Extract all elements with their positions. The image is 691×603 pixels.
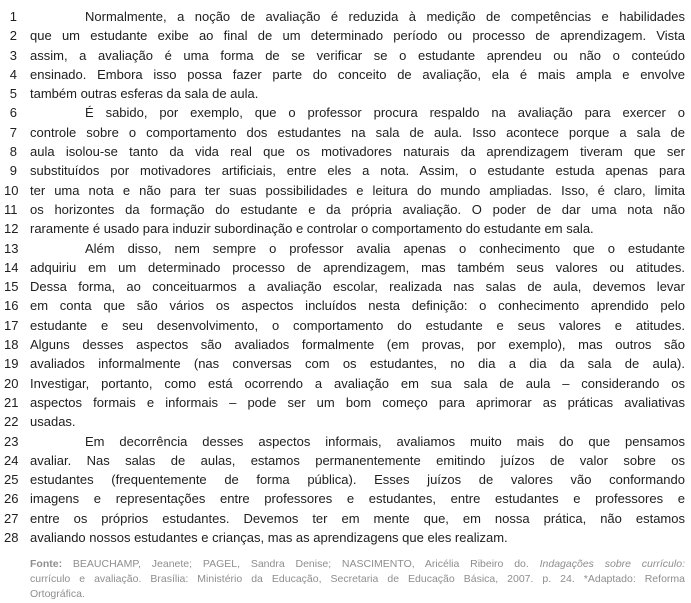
line-text: estudante e seu desenvolvimento, o comportamento do estudante e seus valores e atitudes. xyxy=(30,317,685,333)
line-text: Normalmente, a noção de avaliação é reduzida à medição de competências e habilidades xyxy=(85,9,685,24)
line-number: 24 xyxy=(4,452,19,468)
line-text: substituídos por motivadores artificiais, entre eles a nota. Assim, o estudante estuda apenas para xyxy=(30,163,685,179)
line-number: 14 xyxy=(4,259,19,275)
text-line xyxy=(4,432,685,451)
line-number: 11 xyxy=(4,201,18,217)
line-text: aula isolou-se tanto da vida real que os motivadores naturais da aprendizagem tiveram que ser xyxy=(30,144,685,160)
line-text: imagens e representações entre professores e estudantes, entre estudantes e professores e xyxy=(30,491,685,507)
text-line xyxy=(4,200,685,219)
citation-source-label: Fonte: xyxy=(30,558,63,571)
text-line xyxy=(4,219,685,238)
text-line xyxy=(4,451,685,470)
line-number: 27 xyxy=(4,510,19,526)
text-line xyxy=(4,258,685,277)
line-text: avaliar. Nas salas de aulas, estamos permanentemente emitindo juízos de valor sobre os xyxy=(30,452,685,468)
line-number: 19 xyxy=(4,356,19,372)
line-text: avaliados informalmente (nas conversas com os estudantes, no dia a dia da sala de aula). xyxy=(30,356,685,372)
text-line xyxy=(4,374,685,393)
text-line xyxy=(4,239,685,258)
text-line xyxy=(4,84,685,103)
line-number: 28 xyxy=(4,530,19,546)
text-line xyxy=(4,354,685,373)
text-line xyxy=(4,335,685,354)
text-line xyxy=(4,142,685,161)
text-line xyxy=(4,65,685,84)
line-number: 17 xyxy=(4,317,19,333)
source-citation xyxy=(30,557,685,602)
text-line xyxy=(4,412,685,431)
line-text: ter uma nota e não para ter suas possibilidades e leitura do mundo ampliadas. Isso, é claro, limita xyxy=(30,182,685,198)
line-number: 12 xyxy=(4,221,19,237)
text-line xyxy=(4,123,685,142)
text-line xyxy=(4,509,685,528)
text-line xyxy=(4,26,685,45)
citation-line-3: Ortográfica. xyxy=(30,588,85,601)
line-text: em conta que são vários os aspectos incluídos nesta definição: o conhecimento aprendido pelo xyxy=(30,298,685,314)
line-text: estudantes (frequentemente de forma pública). Esses juízos de valores vão conformando xyxy=(30,472,685,488)
line-text: Dessa forma, ao conceituarmos a avaliação escolar, realizada nas salas de aula, devemos levar xyxy=(30,279,685,295)
line-text: controle sobre o comportamento dos estudantes na sala de aula. Isso acontece porque a sala de xyxy=(30,124,685,140)
line-number: 9 xyxy=(9,163,17,179)
line-number: 10 xyxy=(4,182,19,198)
line-text: os horizontes da formação do estudante e da própria avaliação. O poder de dar uma nota não xyxy=(30,201,685,217)
line-text: adquiriu em um determinado processo de aprendizagem, mas também seus valores ou atitudes. xyxy=(30,259,685,275)
line-text: também outras esferas da sala de aula. xyxy=(30,86,259,102)
line-number: 13 xyxy=(4,240,19,256)
line-text: Além disso, nem sempre o professor avalia apenas o conhecimento que o estudante xyxy=(85,240,685,256)
line-number: 16 xyxy=(4,298,19,314)
line-text: Alguns desses aspectos são avaliados formalmente (em provas, por exemplo), mas outros são xyxy=(30,337,685,353)
line-text: É sabido, por exemplo, que o professor procura respaldo na avaliação para exercer o xyxy=(85,105,685,121)
line-text: avaliando nossos estudantes e crianças, mas as aprendizagens que eles realizam. xyxy=(30,530,508,546)
line-text: ensinado. Embora isso possa fazer parte do conceito de avaliação, ela é mais ampla e envolve xyxy=(30,66,685,82)
line-number: 1 xyxy=(9,9,17,24)
line-text: raramente é usado para induzir subordinação e controlar o comportamento do estudante em sala. xyxy=(30,221,594,237)
text-line xyxy=(4,7,685,26)
line-text: entre os próprios estudantes. Devemos ter em mente que, em nossa prática, não estamos xyxy=(30,510,685,526)
text-line xyxy=(4,316,685,335)
text-line xyxy=(4,46,685,65)
line-text: assim, a avaliação é uma forma de se verificar se o estudante aprendeu ou não o conteúdo xyxy=(30,47,685,63)
line-number: 15 xyxy=(4,279,19,295)
line-number: 22 xyxy=(4,414,19,430)
citation-line-2: currículo e avaliação. Brasília: Ministério da Educação, Secretaria de Educação Básica, 2007. p. 24. *Adaptado: Reforma xyxy=(30,573,685,586)
line-number: 3 xyxy=(9,47,17,63)
text-line xyxy=(4,103,685,122)
text-line xyxy=(4,181,685,200)
text-line xyxy=(4,528,685,547)
text-line xyxy=(4,393,685,412)
line-text: usadas. xyxy=(30,414,76,430)
text-line xyxy=(4,489,685,508)
text-line xyxy=(4,296,685,315)
citation-title-italic: Indagações sobre currículo: xyxy=(539,558,685,571)
line-number: 4 xyxy=(9,66,17,82)
line-number: 7 xyxy=(9,124,17,140)
citation-authors: BEAUCHAMP, Jeanete; PAGEL, Sandra Denise; NASCIMENTO, Aricélia Ribeiro do. xyxy=(62,558,540,571)
line-number: 20 xyxy=(4,375,19,391)
line-text: Em decorrência desses aspectos informais, avaliamos muito mais do que pensamos xyxy=(85,433,685,449)
line-text: Investigar, portanto, como está ocorrendo a avaliação em sua sala de aula – considerando os xyxy=(30,375,685,391)
line-number: 8 xyxy=(9,144,17,160)
text-line xyxy=(4,470,685,489)
line-number: 26 xyxy=(4,491,19,507)
text-line xyxy=(4,161,685,180)
line-number: 5 xyxy=(9,86,17,102)
line-number: 21 xyxy=(4,394,19,410)
line-text: aspectos formais e informais – pode ser um bom começo para aprimorar as práticas avaliativas xyxy=(30,394,685,410)
line-number: 2 xyxy=(9,28,17,44)
line-number: 18 xyxy=(4,337,19,353)
citation-line-1 xyxy=(30,557,685,572)
line-number: 23 xyxy=(4,433,19,449)
line-number: 25 xyxy=(4,472,19,488)
line-text: que um estudante exibe ao final de um determinado período ou processo de aprendizagem. Vista xyxy=(30,28,685,44)
text-line xyxy=(4,277,685,296)
line-number: 6 xyxy=(9,105,17,121)
